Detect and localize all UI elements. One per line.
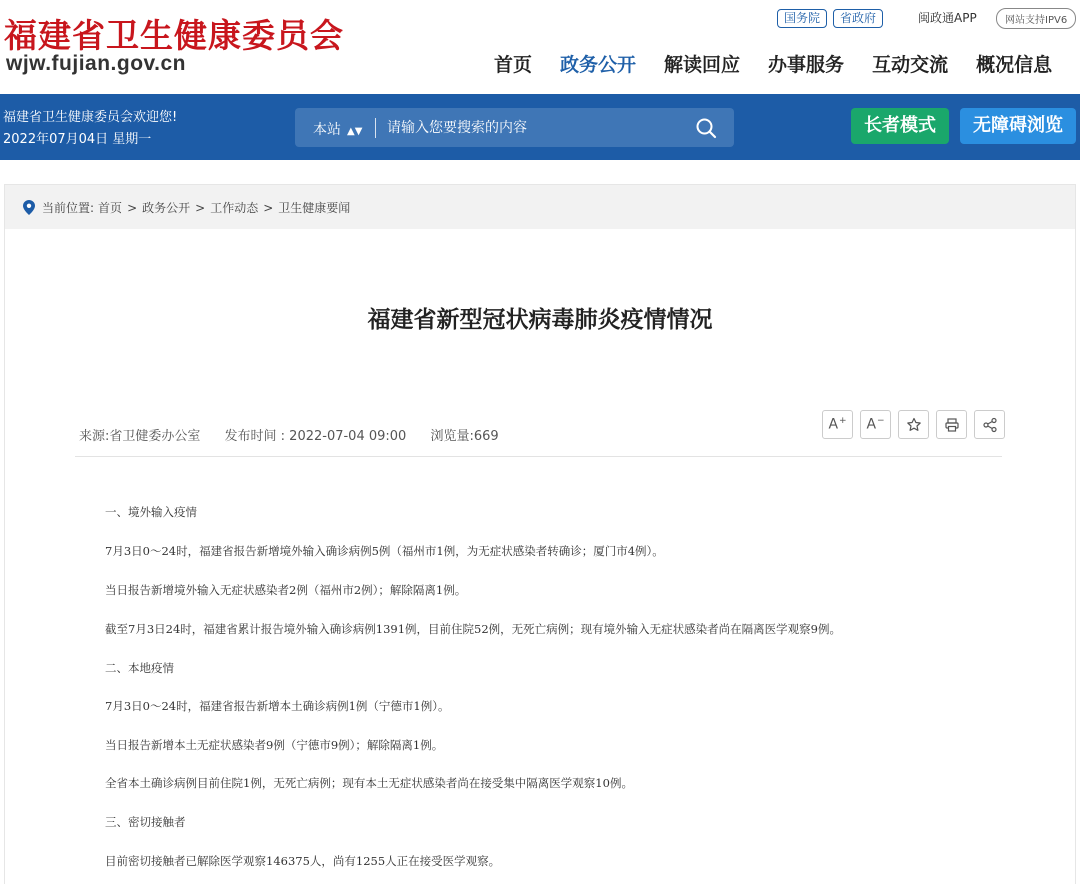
share-icon: [982, 417, 998, 433]
ipv6-badge: 网站支持IPV6: [996, 8, 1076, 29]
search-scope-label: 本站: [313, 122, 341, 138]
breadcrumb-home[interactable]: 首页: [98, 201, 123, 215]
site-url: wjw.fujian.gov.cn: [6, 52, 187, 75]
breadcrumb-gov-affairs[interactable]: 政务公开: [142, 201, 191, 215]
section-heading: 三、密切接触者: [105, 815, 186, 829]
nav-interpretation[interactable]: 解读回应: [664, 54, 741, 76]
search-input[interactable]: [387, 115, 687, 141]
search-divider: [375, 118, 376, 138]
print-button[interactable]: [936, 410, 967, 439]
breadcrumb-separator: >: [195, 200, 206, 215]
font-decrease-button[interactable]: [860, 410, 891, 439]
favorite-button[interactable]: [898, 410, 929, 439]
star-icon: [906, 417, 922, 433]
article-meta: [79, 425, 519, 444]
elder-mode-button[interactable]: 长者模式: [851, 108, 949, 144]
state-council-link[interactable]: 国务院: [777, 9, 827, 28]
nav-interaction[interactable]: 互动交流: [872, 54, 949, 76]
article-paragraph: 7月3日0～24时，福建省报告新增境外输入确诊病例5例（福州市1例，为无症状感染者转确诊；厦门市4例）。: [105, 544, 664, 558]
current-date: 2022年07月04日 星期一: [3, 132, 152, 147]
article-tools: [822, 410, 1005, 439]
search-scope-select[interactable]: [313, 119, 362, 139]
location-pin-icon: [23, 200, 35, 215]
welcome-block: [3, 107, 177, 151]
article-source: 来源:省卫健委办公室: [79, 429, 201, 444]
nav-home[interactable]: 首页: [494, 54, 533, 76]
printer-icon: [944, 417, 960, 433]
provincial-gov-link[interactable]: 省政府: [833, 9, 883, 28]
sort-arrows-icon: ▲▼: [347, 126, 363, 137]
breadcrumb-label: 当前位置:: [42, 201, 95, 215]
site-header: [0, 0, 1080, 94]
article-views: 浏览量:669: [430, 429, 499, 444]
app-link[interactable]: 闽政通APP: [918, 11, 977, 25]
article-title: 福建省新型冠状病毒肺炎疫情情况: [367, 307, 713, 333]
main-nav: [480, 50, 1066, 77]
breadcrumb-separator: >: [127, 200, 138, 215]
section-heading: 一、境外输入疫情: [105, 505, 197, 519]
meta-divider: [75, 456, 1002, 457]
article-paragraph: 全省本土确诊病例目前住院1例，无死亡病例；现有本土无症状感染者尚在接受集中隔离医学观察10例。: [105, 776, 633, 790]
breadcrumb-health-news[interactable]: 卫生健康要闻: [278, 201, 351, 215]
welcome-text: 福建省卫生健康委员会欢迎您!: [3, 110, 178, 125]
font-increase-icon: A+: [828, 416, 847, 433]
breadcrumb: [23, 199, 350, 216]
article-paragraph: 当日报告新增境外输入无症状感染者2例（福州市2例）；解除隔离1例。: [105, 583, 467, 597]
utility-bar: [0, 94, 1080, 160]
article-published: 发布时间 : 2022-07-04 09:00: [224, 429, 407, 444]
breadcrumb-separator: >: [263, 200, 274, 215]
nav-overview[interactable]: 概况信息: [976, 54, 1053, 76]
font-increase-button[interactable]: [822, 410, 853, 439]
breadcrumb-work-news[interactable]: 工作动态: [210, 201, 259, 215]
nav-services[interactable]: 办事服务: [768, 54, 845, 76]
article-paragraph: 7月3日0～24时，福建省报告新增本土确诊病例1例（宁德市1例）。: [105, 699, 450, 713]
article-paragraph: 当日报告新增本土无症状感染者9例（宁德市9例）；解除隔离1例。: [105, 738, 444, 752]
site-logo-title[interactable]: 福建省卫生健康委员会: [4, 16, 344, 55]
accessible-browse-button[interactable]: 无障碍浏览: [960, 108, 1076, 144]
content-panel: [4, 184, 1076, 884]
top-links: [777, 9, 883, 28]
font-decrease-icon: A−: [866, 416, 885, 433]
share-button[interactable]: [974, 410, 1005, 439]
article-paragraph: 截至7月3日24时，福建省累计报告境外输入确诊病例1391例，目前住院52例，无死亡病例；现有境外输入无症状感染者尚在隔离医学观察9例。: [105, 622, 841, 636]
search-icon[interactable]: [695, 117, 717, 139]
article-paragraph: 目前密切接触者已解除医学观察146375人，尚有1255人正在接受医学观察。: [105, 854, 501, 868]
search-box: [295, 108, 734, 147]
breadcrumb-bar: [5, 185, 1075, 229]
nav-gov-affairs[interactable]: 政务公开: [560, 54, 637, 76]
section-heading: 二、本地疫情: [105, 661, 174, 675]
